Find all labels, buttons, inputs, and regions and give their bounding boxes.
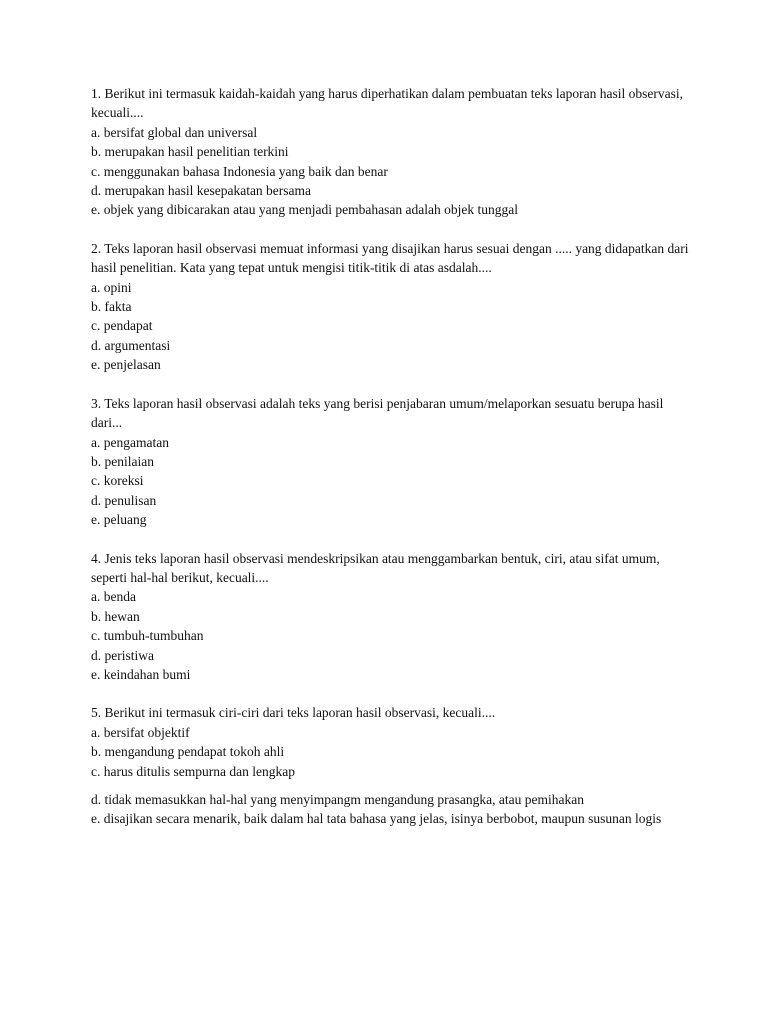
question-5 [91, 703, 691, 828]
option-d: d. merupakan hasil kesepakatan bersama [91, 183, 312, 199]
option-a: a. benda [91, 589, 136, 605]
option-d: d. peristiwa [91, 647, 154, 663]
option-b: b. mengandung pendapat tokoh ahli [91, 744, 285, 760]
option-b: b. fakta [91, 299, 132, 315]
option-e: e. disajikan secara menarik, baik dalam hal tata bahasa yang jelas, isinya berbobot, maupun susunan logis [91, 811, 662, 827]
option-e: e. objek yang dibicarakan atau yang menjadi pembahasan adalah objek tunggal [91, 202, 518, 218]
option-d: d. argumentasi [91, 337, 171, 353]
question-text: 3. Teks laporan hasil observasi adalah teks yang berisi penjabaran umum/melaporkan sesuatu berupa hasil dari... [91, 395, 664, 431]
question-3 [91, 394, 691, 530]
question-list [91, 84, 691, 848]
option-a: a. bersifat global dan universal [91, 124, 258, 140]
option-a: a. pengamatan [91, 434, 169, 450]
question-2 [91, 239, 691, 375]
option-d: d. tidak memasukkan hal-hal yang menyimpangm mengandung prasangka, atau pemihakan [91, 792, 584, 807]
option-b: b. merupakan hasil penelitian terkini [91, 144, 289, 160]
option-c: c. koreksi [91, 473, 144, 489]
option-d: d. penulisan [91, 492, 157, 508]
question-text: 5. Berikut ini termasuk ciri-ciri dari teks laporan hasil observasi, kecuali.... [91, 705, 496, 721]
option-c: c. harus ditulis sempurna dan lengkap [91, 763, 295, 779]
option-e: e. keindahan bumi [91, 666, 191, 682]
option-c: c. pendapat [91, 318, 153, 334]
option-e: e. peluang [91, 512, 147, 528]
option-b: b. hewan [91, 608, 140, 624]
option-a: a. bersifat objektif [91, 724, 190, 740]
question-4 [91, 549, 691, 685]
option-a: a. opini [91, 279, 132, 295]
option-c: c. tumbuh-tumbuhan [91, 628, 204, 644]
question-text: 1. Berikut ini termasuk kaidah-kaidah yang harus diperhatikan dalam pembuatan teks laporan hasil observasi, kecuali.... [91, 86, 683, 121]
question-1 [91, 84, 691, 220]
option-e: e. penjelasan [91, 357, 161, 373]
question-text: 4. Jenis teks laporan hasil observasi mendeskripsikan atau menggambarkan bentuk, ciri, atau sifat umum, seperti hal-hal berikut, kecuali.... [91, 550, 660, 585]
option-b: b. penilaian [91, 453, 154, 469]
question-text: 2. Teks laporan hasil observasi memuat informasi yang disajikan harus sesuai dengan ..... yang didapatkan dari hasil penelitian. Kata yang tepat untuk mengisi titik-titik di atas asdalah.... [91, 240, 689, 276]
option-c: c. menggunakan bahasa Indonesia yang baik dan benar [91, 163, 388, 179]
spacer [91, 781, 691, 790]
